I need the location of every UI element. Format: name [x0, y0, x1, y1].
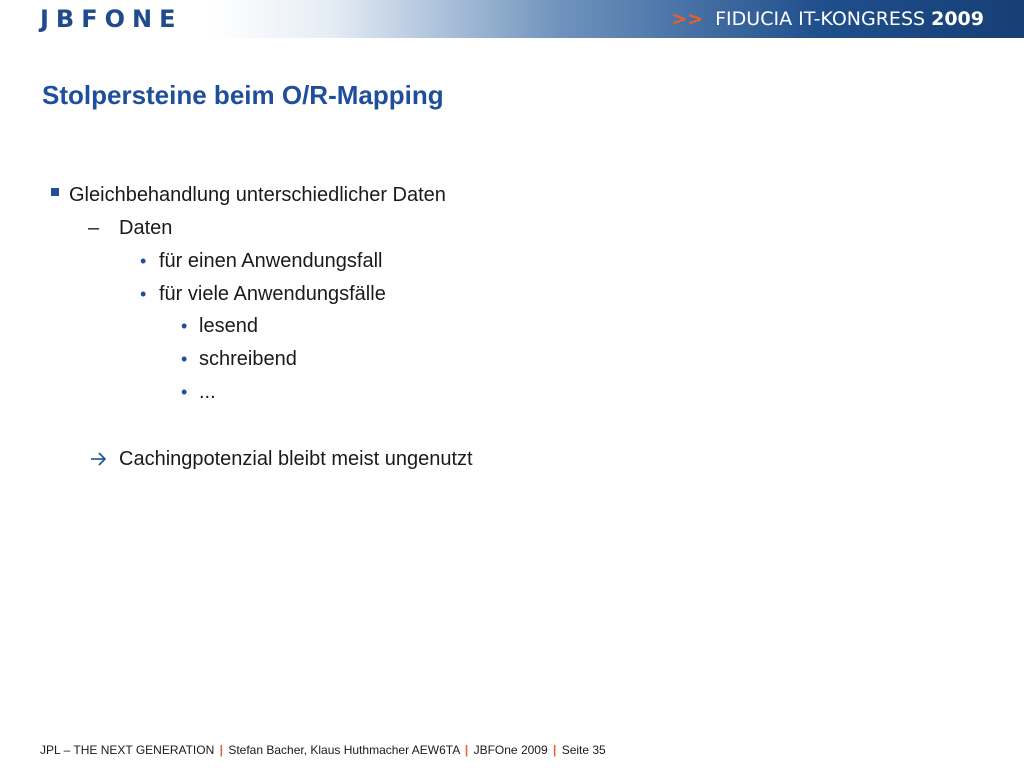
conference-name: FIDUCIA IT-KONGRESS — [715, 8, 926, 30]
dot-bullet-icon: • — [181, 382, 188, 402]
conclusion-text: Cachingpotenzial bleibt meist ungenutzt — [119, 448, 473, 470]
footer-separator: | — [464, 743, 469, 757]
jbfone-logo: JBFONE — [40, 5, 183, 33]
bullet-level1: Gleichbehandlung unterschiedlicher Daten — [69, 184, 446, 206]
slide-title: Stolpersteine beim O/R-Mapping — [42, 80, 444, 110]
bullet-level3-b: für viele Anwendungsfälle — [159, 283, 386, 305]
dot-bullet-icon: • — [140, 284, 147, 304]
dot-bullet-icon: • — [181, 316, 188, 336]
footer-page-number: Seite 35 — [561, 743, 606, 757]
bullet-level4-a: lesend — [199, 315, 258, 337]
square-bullet-icon — [51, 188, 59, 196]
dot-bullet-icon: • — [181, 349, 188, 369]
bullet-level4-c: ... — [199, 381, 216, 403]
right-arrow-icon — [90, 450, 108, 468]
footer-authors: Stefan Bacher, Klaus Huthmacher AEW6TA — [228, 743, 460, 757]
bullet-level4-b: schreibend — [199, 348, 297, 370]
footer — [40, 742, 606, 758]
bullet-level2: Daten — [119, 217, 173, 239]
conference-prefix: >> — [671, 8, 704, 30]
header-bar — [0, 0, 1024, 38]
conference-banner — [671, 7, 984, 31]
dot-bullet-icon: • — [140, 251, 147, 271]
footer-separator: | — [552, 743, 557, 757]
footer-separator: | — [219, 743, 223, 757]
footer-product: JBFOne 2009 — [473, 743, 548, 757]
bullet-level3-a: für einen Anwendungsfall — [159, 250, 383, 272]
footer-event: JPL – THE NEXT GENERATION — [40, 743, 215, 757]
dash-bullet-icon: – — [88, 217, 100, 239]
conference-year: 2009 — [931, 8, 984, 30]
